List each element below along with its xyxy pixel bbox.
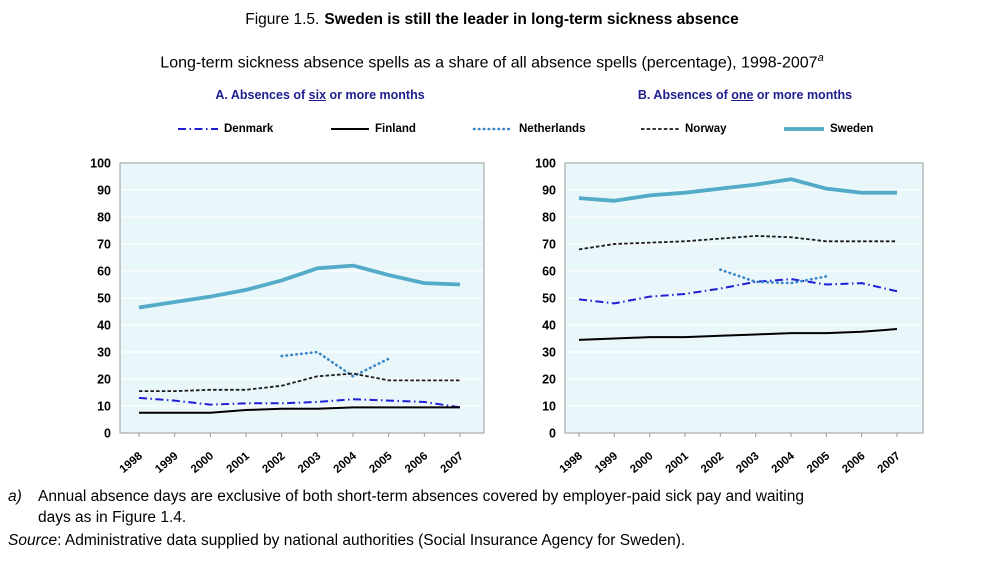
footnote-a-line2: days as in Figure 1.4. [38,509,187,526]
norway-line-swatch [640,124,680,134]
x-axis-tick-label: 2006 [840,450,868,476]
x-axis-tick-label: 2005 [367,450,395,476]
panel-b-chart [509,148,939,478]
figure-title [0,11,984,29]
y-axis-tick-label: 10 [542,399,556,414]
y-axis-tick-label: 30 [97,345,111,360]
x-axis-tick-label: 2001 [224,450,252,476]
x-axis-tick-label: 1998 [557,450,585,476]
panel-b-title-suffix: or more months [753,88,853,102]
panel-b-title [545,88,945,102]
legend-label-denmark: Denmark [224,123,274,135]
y-axis-tick-label: 0 [549,426,556,441]
y-axis-tick-label: 100 [90,156,111,171]
finland-line-swatch [330,124,370,134]
x-axis-tick-label: 1999 [592,450,621,476]
y-axis-tick-label: 0 [104,426,111,441]
panel-a-title-underlined-word: six [308,88,327,102]
panel-b-title-prefix: B. Absences of [637,88,732,102]
footnote-a-marker: a) [8,488,22,505]
legend-item-netherlands [472,121,585,137]
legend-label-norway: Norway [685,123,727,135]
x-axis-tick-label: 2005 [804,450,833,476]
denmark-line-swatch [177,124,219,134]
x-axis-tick-label: 2001 [663,450,691,476]
legend-item-sweden [783,121,873,137]
y-axis-tick-label: 10 [97,399,111,414]
y-axis-tick-label: 40 [97,318,111,333]
y-axis-tick-label: 50 [542,291,556,306]
footnote-marker-superscript: a [817,52,824,64]
y-axis-tick-label: 40 [542,318,556,333]
footnote-a [8,486,976,528]
figure-number: Figure 1.5. [245,11,320,28]
x-axis-tick-label: 2000 [628,450,656,476]
y-axis-tick-label: 20 [97,372,111,387]
panel-a-title [120,88,520,102]
y-axis-tick-label: 70 [542,237,556,252]
y-axis-tick-label: 80 [97,210,111,225]
y-axis-tick-label: 20 [542,372,556,387]
y-axis-tick-label: 60 [97,264,111,279]
figure-subtitle-text: Long-term sickness absence spells as a share of all absence spells (percentage), 1998-2007 [160,54,818,72]
footnote-a-line1: Annual absence days are exclusive of both short-term absences covered by employer-paid sick pay and waiting [38,488,804,505]
y-axis-tick-label: 70 [97,237,111,252]
y-axis-tick-label: 90 [97,183,111,198]
footnotes [8,486,976,551]
legend-item-denmark [177,121,273,137]
legend-label-finland: Finland [375,123,416,135]
x-axis-tick-label: 2002 [698,450,727,476]
y-axis-tick-label: 100 [535,156,556,171]
panel-a-chart [64,148,494,478]
x-axis-tick-label: 2004 [769,450,797,476]
x-axis-tick-label: 2007 [875,450,903,476]
x-axis-tick-label: 2006 [402,450,431,476]
y-axis-tick-label: 60 [542,264,556,279]
footnote-a-text [38,486,804,528]
x-axis-tick-label: 1998 [117,450,145,476]
x-axis-tick-label: 2007 [438,450,466,476]
x-axis-tick-label: 2003 [295,450,324,476]
source-text: : Administrative data supplied by national authorities (Social Insurance Agency for Sweden). [57,532,686,549]
x-axis-tick-label: 2002 [260,450,288,476]
source-line [8,530,976,551]
panel-a-title-suffix: or more months [326,88,425,102]
panel-b-title-underlined-word: one [731,88,754,102]
x-axis-tick-label: 2004 [331,450,359,476]
legend-item-norway [640,121,727,137]
legend-label-sweden: Sweden [830,123,874,135]
source-label: Source [8,532,58,549]
x-axis-tick-label: 2000 [188,450,217,476]
figure-subtitle [0,52,984,72]
y-axis-tick-label: 90 [542,183,556,198]
legend-label-netherlands: Netherlands [519,123,586,135]
netherlands-line-swatch [472,124,514,134]
x-axis-tick-label: 1999 [153,450,181,476]
legend-item-finland [330,121,416,137]
sweden-line-swatch [783,124,825,134]
panel-a-title-prefix: A. Absences of [215,88,309,102]
y-axis-tick-label: 30 [542,345,556,360]
figure-title-text: Sweden is still the leader in long-term sickness absence [324,11,739,28]
y-axis-tick-label: 80 [542,210,556,225]
x-axis-tick-label: 2003 [734,450,762,476]
y-axis-tick-label: 50 [97,291,111,306]
